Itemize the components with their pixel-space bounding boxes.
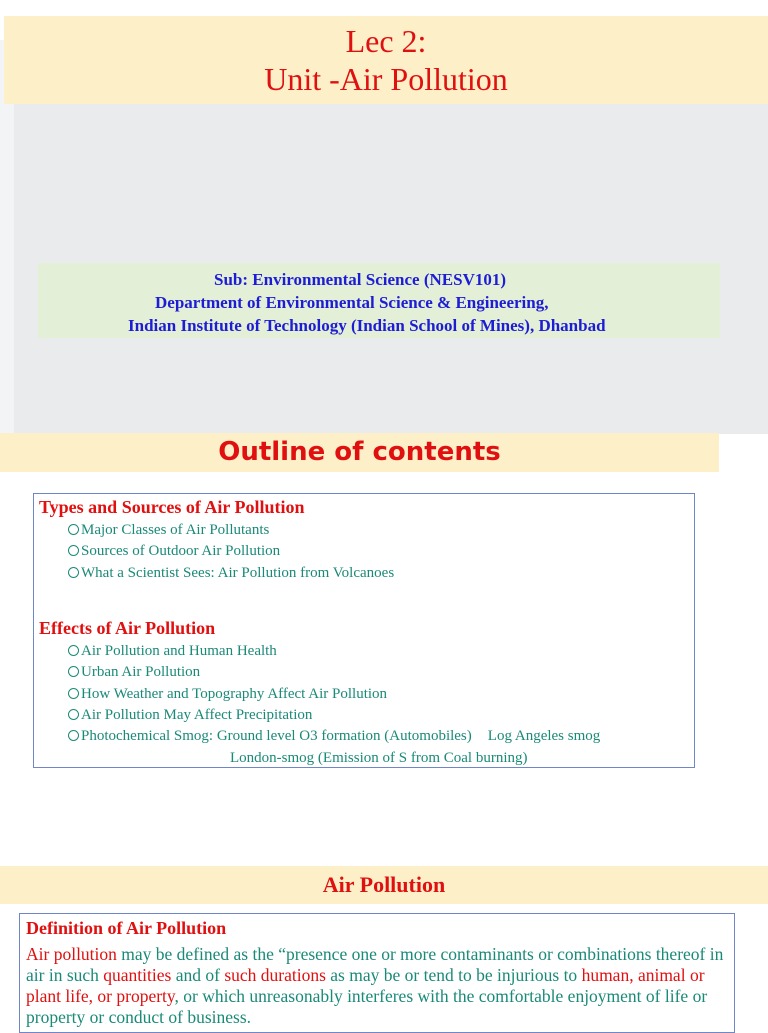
hollow-circle-bullet-icon bbox=[68, 545, 79, 556]
subject-banner bbox=[38, 263, 720, 338]
definition-box bbox=[19, 913, 735, 1033]
list-item: Major Classes of Air Pollutants bbox=[68, 520, 269, 540]
subject-line: Sub: Environmental Science (NESV101) bbox=[214, 270, 507, 289]
list-item: Air Pollution May Affect Precipitation bbox=[68, 705, 312, 725]
hollow-circle-bullet-icon bbox=[68, 524, 79, 535]
department-line: Department of Environmental Science & Engineering, bbox=[155, 293, 549, 312]
hollow-circle-bullet-icon bbox=[68, 709, 79, 720]
title-banner bbox=[4, 16, 768, 104]
hollow-circle-bullet-icon bbox=[68, 645, 79, 656]
lecture-number: Lec 2: bbox=[345, 23, 427, 59]
section-title-types: Types and Sources of Air Pollution bbox=[39, 497, 305, 517]
definition-text: Air pollution may be defined as the “presence one or more contaminants or combinations thereof in air in such quantities and of such durations as may be or tend to be injurious to human, animal or plant life, or property, or which unreasonably interferes with the comfortable enjoyment of life or property or conduct of business. bbox=[26, 944, 724, 1027]
air-pollution-heading: Air Pollution bbox=[0, 866, 768, 904]
section-title-effects: Effects of Air Pollution bbox=[39, 618, 216, 638]
list-item: Urban Air Pollution bbox=[68, 662, 200, 682]
definition-title: Definition of Air Pollution bbox=[26, 918, 227, 938]
institute-city: , Dhanbad bbox=[529, 316, 606, 335]
list-item: Air Pollution and Human Health bbox=[68, 641, 277, 661]
unit-title: Unit -Air Pollution bbox=[264, 61, 508, 97]
list-item: Photochemical Smog: Ground level O3 formation (Automobiles) Log Angeles smog bbox=[68, 726, 600, 746]
hollow-circle-bullet-icon bbox=[68, 567, 79, 578]
list-item-continuation: London-smog (Emission of S from Coal burning) bbox=[230, 750, 528, 766]
list-item: Sources of Outdoor Air Pollution bbox=[68, 541, 280, 561]
institute-line bbox=[38, 314, 720, 337]
list-item: How Weather and Topography Affect Air Pollution bbox=[68, 684, 387, 704]
institute-name: Indian Institute of Technology (Indian School of Mines) bbox=[128, 316, 530, 335]
hollow-circle-bullet-icon bbox=[68, 666, 79, 677]
hollow-circle-bullet-icon bbox=[68, 730, 79, 741]
smog-example: Log Angeles smog bbox=[487, 728, 601, 744]
hollow-circle-bullet-icon bbox=[68, 688, 79, 699]
list-item: What a Scientist Sees: Air Pollution from Volcanoes bbox=[68, 563, 394, 583]
outline-box bbox=[33, 493, 695, 768]
outline-heading: Outline of contents bbox=[0, 433, 719, 472]
